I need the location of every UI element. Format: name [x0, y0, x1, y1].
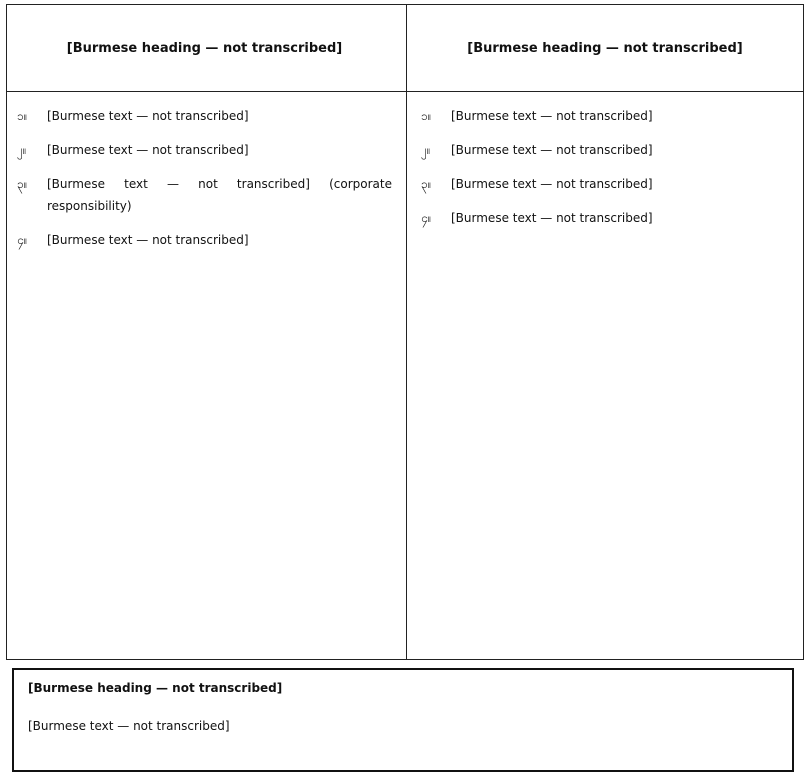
- item-text: [Burmese text — not transcribed]: [451, 177, 653, 191]
- item-text: [Burmese text — not transcribed]: [47, 143, 249, 157]
- left-column-header: [17, 5, 392, 91]
- general-recommendation-box: [12, 668, 794, 772]
- recommendations-table: [6, 4, 804, 660]
- left-item-list: [17, 91, 392, 251]
- list-item: [17, 139, 392, 161]
- item-number: ၁။: [421, 109, 432, 123]
- item-text: [Burmese text — not transcribed]: [47, 233, 249, 247]
- left-column-title: [Burmese heading — not transcribed]: [66, 40, 343, 56]
- item-number: ၃။: [17, 177, 28, 191]
- right-item-list: [421, 91, 789, 229]
- list-item: [17, 229, 392, 251]
- left-column: [7, 5, 406, 659]
- item-number: ၄။: [421, 211, 432, 225]
- list-item: [17, 105, 392, 127]
- item-text: [Burmese text — not transcribed]: [451, 109, 653, 123]
- item-text: [Burmese text — not transcribed]: [47, 109, 249, 123]
- item-number: ၂။: [421, 143, 431, 157]
- list-item: [17, 173, 392, 217]
- footer-text: [Burmese text — not transcribed]: [28, 719, 230, 733]
- item-text: [Burmese text — not transcribed]: [451, 143, 653, 157]
- list-item: [421, 105, 789, 127]
- item-number: ၂။: [17, 143, 27, 157]
- item-number: ၁။: [17, 109, 28, 123]
- right-column-header: [421, 5, 789, 91]
- list-item: [421, 207, 789, 229]
- list-item: [421, 139, 789, 161]
- item-number: ၄။: [17, 233, 28, 247]
- right-column: [407, 5, 803, 659]
- list-item: [421, 173, 789, 195]
- item-text: [Burmese text — not transcribed]: [451, 211, 653, 225]
- footer-title: [Burmese heading — not transcribed]: [28, 681, 283, 695]
- item-text: [Burmese text — not transcribed] (corporate responsibility): [47, 177, 392, 213]
- item-number: ၃။: [421, 177, 432, 191]
- right-column-title: [Burmese heading — not transcribed]: [467, 40, 743, 56]
